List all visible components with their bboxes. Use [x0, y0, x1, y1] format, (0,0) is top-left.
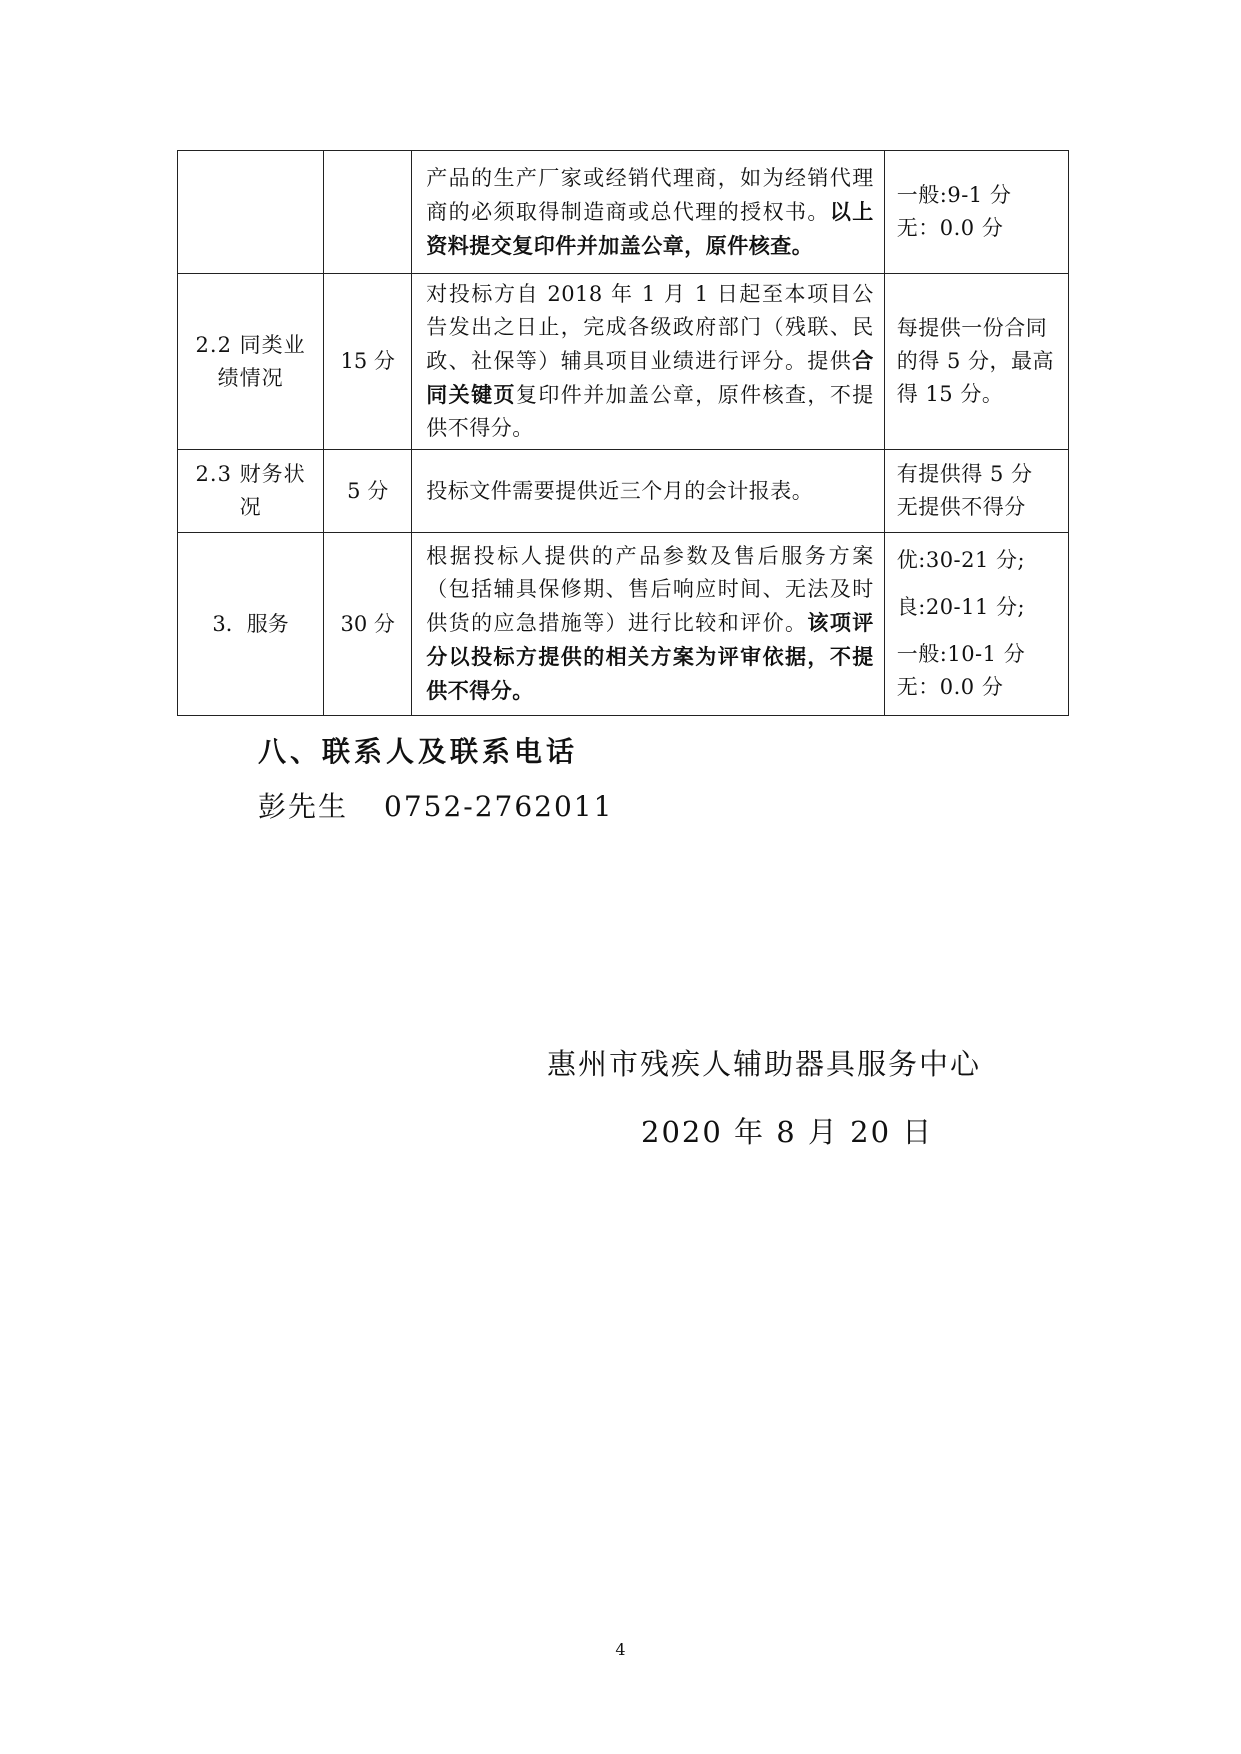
- table-row: [178, 450, 1069, 533]
- standard-line: 无提供不得分: [896, 495, 1026, 519]
- contact-phone: 0752-2762011: [384, 790, 614, 823]
- standard-line: 优:30-21 分;: [896, 548, 1026, 572]
- standard-line: 有提供得 5 分: [896, 462, 1033, 486]
- table-row: [178, 151, 1069, 274]
- scoring-table: [177, 150, 1069, 716]
- description-text: 根据投标人提供的产品参数及售后服务方案（包括辅具保修期、售后响应时间、无法及时供货的应急措施等）进行比较和评价。: [426, 544, 874, 635]
- item-cell: 2.2 同类业绩情况: [178, 274, 324, 450]
- contact-section-heading: 八、联系人及联系电话: [258, 735, 579, 768]
- contact-name: 彭先生: [258, 790, 349, 823]
- description-cell: [412, 274, 885, 450]
- standard-line: 一般:10-1 分: [896, 642, 1026, 666]
- points-cell: 5 分: [324, 450, 412, 533]
- standard-line: 每提供一份合同的得 5 分，最高得 15 分。: [896, 316, 1054, 406]
- description-cell: [412, 533, 885, 716]
- standard-cell: [884, 151, 1068, 274]
- standard-line: 无：0.0 分: [896, 216, 1004, 240]
- signature-date: 2020 年 8 月 20 日: [641, 1115, 934, 1149]
- description-cell: [412, 151, 885, 274]
- item-cell: 2.3 财务状况: [178, 450, 324, 533]
- points-cell: [324, 151, 412, 274]
- description-emphasis: 该项评分以投标方提供的相关方案为评审依据，不提供不得分。: [426, 610, 874, 703]
- description-text: 产品的生产厂家或经销代理商，如为经销代理商的必须取得制造商或总代理的授权书。: [426, 165, 874, 224]
- table-row: [178, 274, 1069, 450]
- page-number: 4: [615, 1640, 626, 1659]
- points-cell: 15 分: [324, 274, 412, 450]
- description-emphasis: 以上资料提交复印件并加盖公章，原件核查。: [426, 198, 874, 258]
- standard-line: 一般:9-1 分: [896, 183, 1012, 207]
- points-cell: 30 分: [324, 533, 412, 716]
- description-text: 复印件并加盖公章，原件核查，不提供不得分。: [426, 383, 874, 440]
- signature-organization: 惠州市残疾人辅助器具服务中心: [547, 1047, 982, 1081]
- standard-line: 无：0.0 分: [896, 675, 1004, 699]
- description-emphasis: 合同关键页: [426, 348, 874, 407]
- contact-line: [258, 785, 613, 825]
- standard-line: 良:20-11 分;: [896, 595, 1026, 619]
- description-text: 投标文件需要提供近三个月的会计报表。: [426, 478, 814, 503]
- standard-cell: [884, 274, 1068, 450]
- item-cell: 3．服务: [178, 533, 324, 716]
- standard-cell: [884, 533, 1068, 716]
- description-text: 对投标方自 2018 年 1 月 1 日起至本项目公告发出之日止，完成各级政府部门（残联、民政、社保等）辅具项目业绩进行评分。提供: [426, 282, 874, 373]
- description-cell: [412, 450, 885, 533]
- item-cell: [178, 151, 324, 274]
- table-row: [178, 533, 1069, 716]
- standard-cell: [884, 450, 1068, 533]
